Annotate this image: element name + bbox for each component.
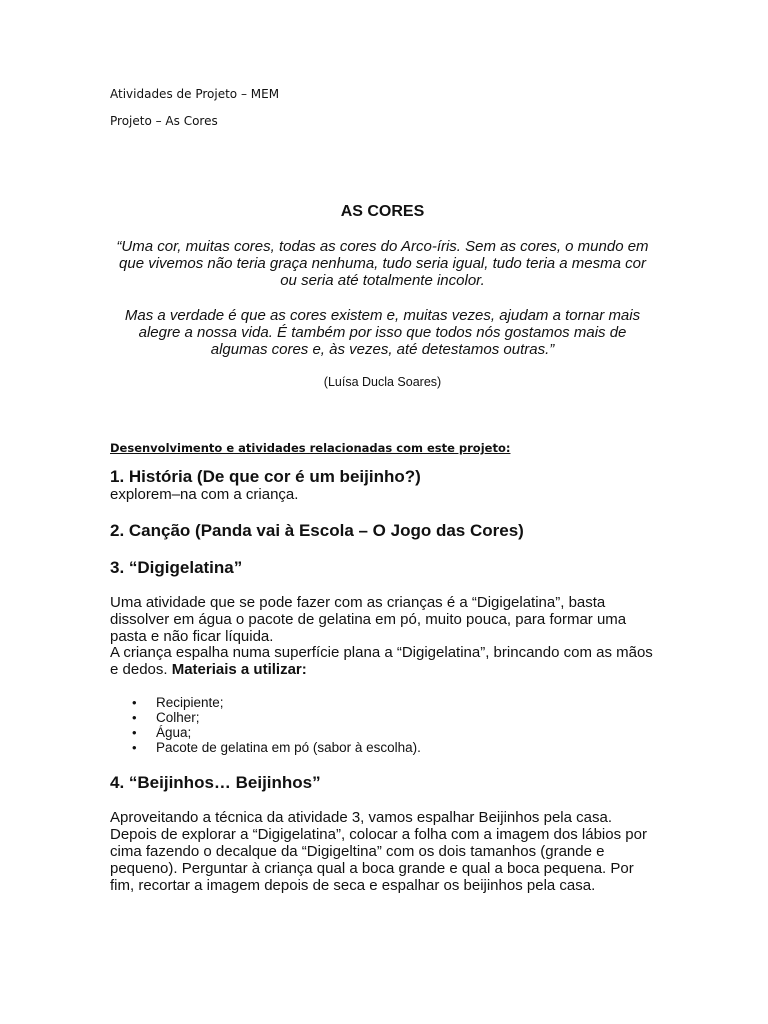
list-item bbox=[132, 710, 421, 725]
section-3-heading: 3. “Digigelatina” bbox=[110, 558, 243, 577]
section-3-text: Uma atividade que se pode fazer com as crianças é a “Digigelatina”, basta dissolver em água o pacote de gelatina em pó, muito pouca, para formar uma pasta e não ficar líquida. bbox=[110, 594, 627, 645]
quote-paragraph-1: “Uma cor, muitas cores, todas as cores do Arco-íris. Sem as cores, o mundo em que vivemos não teria graça nenhuma, tudo seria igual, tudo teria a mesma cor ou seria até totalmente incolor. bbox=[116, 238, 649, 289]
quote-paragraph-2: Mas a verdade é que as cores existem e, muitas vezes, ajudam a tornar mais alegre a nossa vida. É também por isso que todos nós gostamos mais de algumas cores e, às vezes, até detestamos outras.” bbox=[124, 307, 641, 358]
section-2-heading: 2. Canção (Panda vai à Escola – O Jogo das Cores) bbox=[110, 521, 524, 540]
section-4-text: Aproveitando a técnica da atividade 3, vamos espalhar Beijinhos pela casa. Depois de explorar a “Digigelatina”, colocar a folha com a imagem dos lábios por cima fazendo o decalque da “Digigeltina” com os dois tamanhos (grande e pequeno). Perguntar à criança qual a boca grande e qual a boca pequena. Por fim, recortar a imagem depois de seca e espalhar os beijinhos pela casa. bbox=[110, 809, 647, 894]
bullet-dot-icon: • bbox=[132, 695, 137, 710]
material-text: Pacote de gelatina em pó (sabor à escolha). bbox=[156, 740, 421, 755]
list-item bbox=[132, 695, 421, 710]
section-3-text-2-body: A criança espalha numa superfície plana a “Digigelatina”, brincando com as mãos e dedos. bbox=[110, 644, 653, 678]
section-4-heading: 4. “Beijinhos… Beijinhos” bbox=[110, 773, 321, 792]
section-1-heading: 1. História (De que cor é um beijinho?) bbox=[110, 467, 421, 486]
material-text: Colher; bbox=[156, 710, 200, 725]
header-line-1: Atividades de Projeto – MEM bbox=[110, 87, 280, 101]
list-item bbox=[132, 725, 421, 740]
header-line-2: Projeto – As Cores bbox=[110, 114, 218, 128]
bullet-dot-icon: • bbox=[132, 710, 137, 725]
material-text: Recipiente; bbox=[156, 695, 224, 710]
list-item bbox=[132, 740, 421, 755]
materials-list bbox=[110, 695, 421, 755]
development-heading: Desenvolvimento e atividades relacionadas com este projeto: bbox=[110, 441, 511, 455]
materials-label: Materiais a utilizar: bbox=[171, 661, 307, 678]
document-title: AS CORES bbox=[340, 203, 425, 220]
section-3-text-2 bbox=[110, 644, 660, 678]
bullet-dot-icon: • bbox=[132, 725, 137, 740]
material-text: Água; bbox=[156, 725, 192, 740]
quote-author: (Luísa Ducla Soares) bbox=[323, 375, 442, 389]
section-1-text: explorem–na com a criança. bbox=[110, 486, 299, 503]
bullet-dot-icon: • bbox=[132, 740, 137, 755]
